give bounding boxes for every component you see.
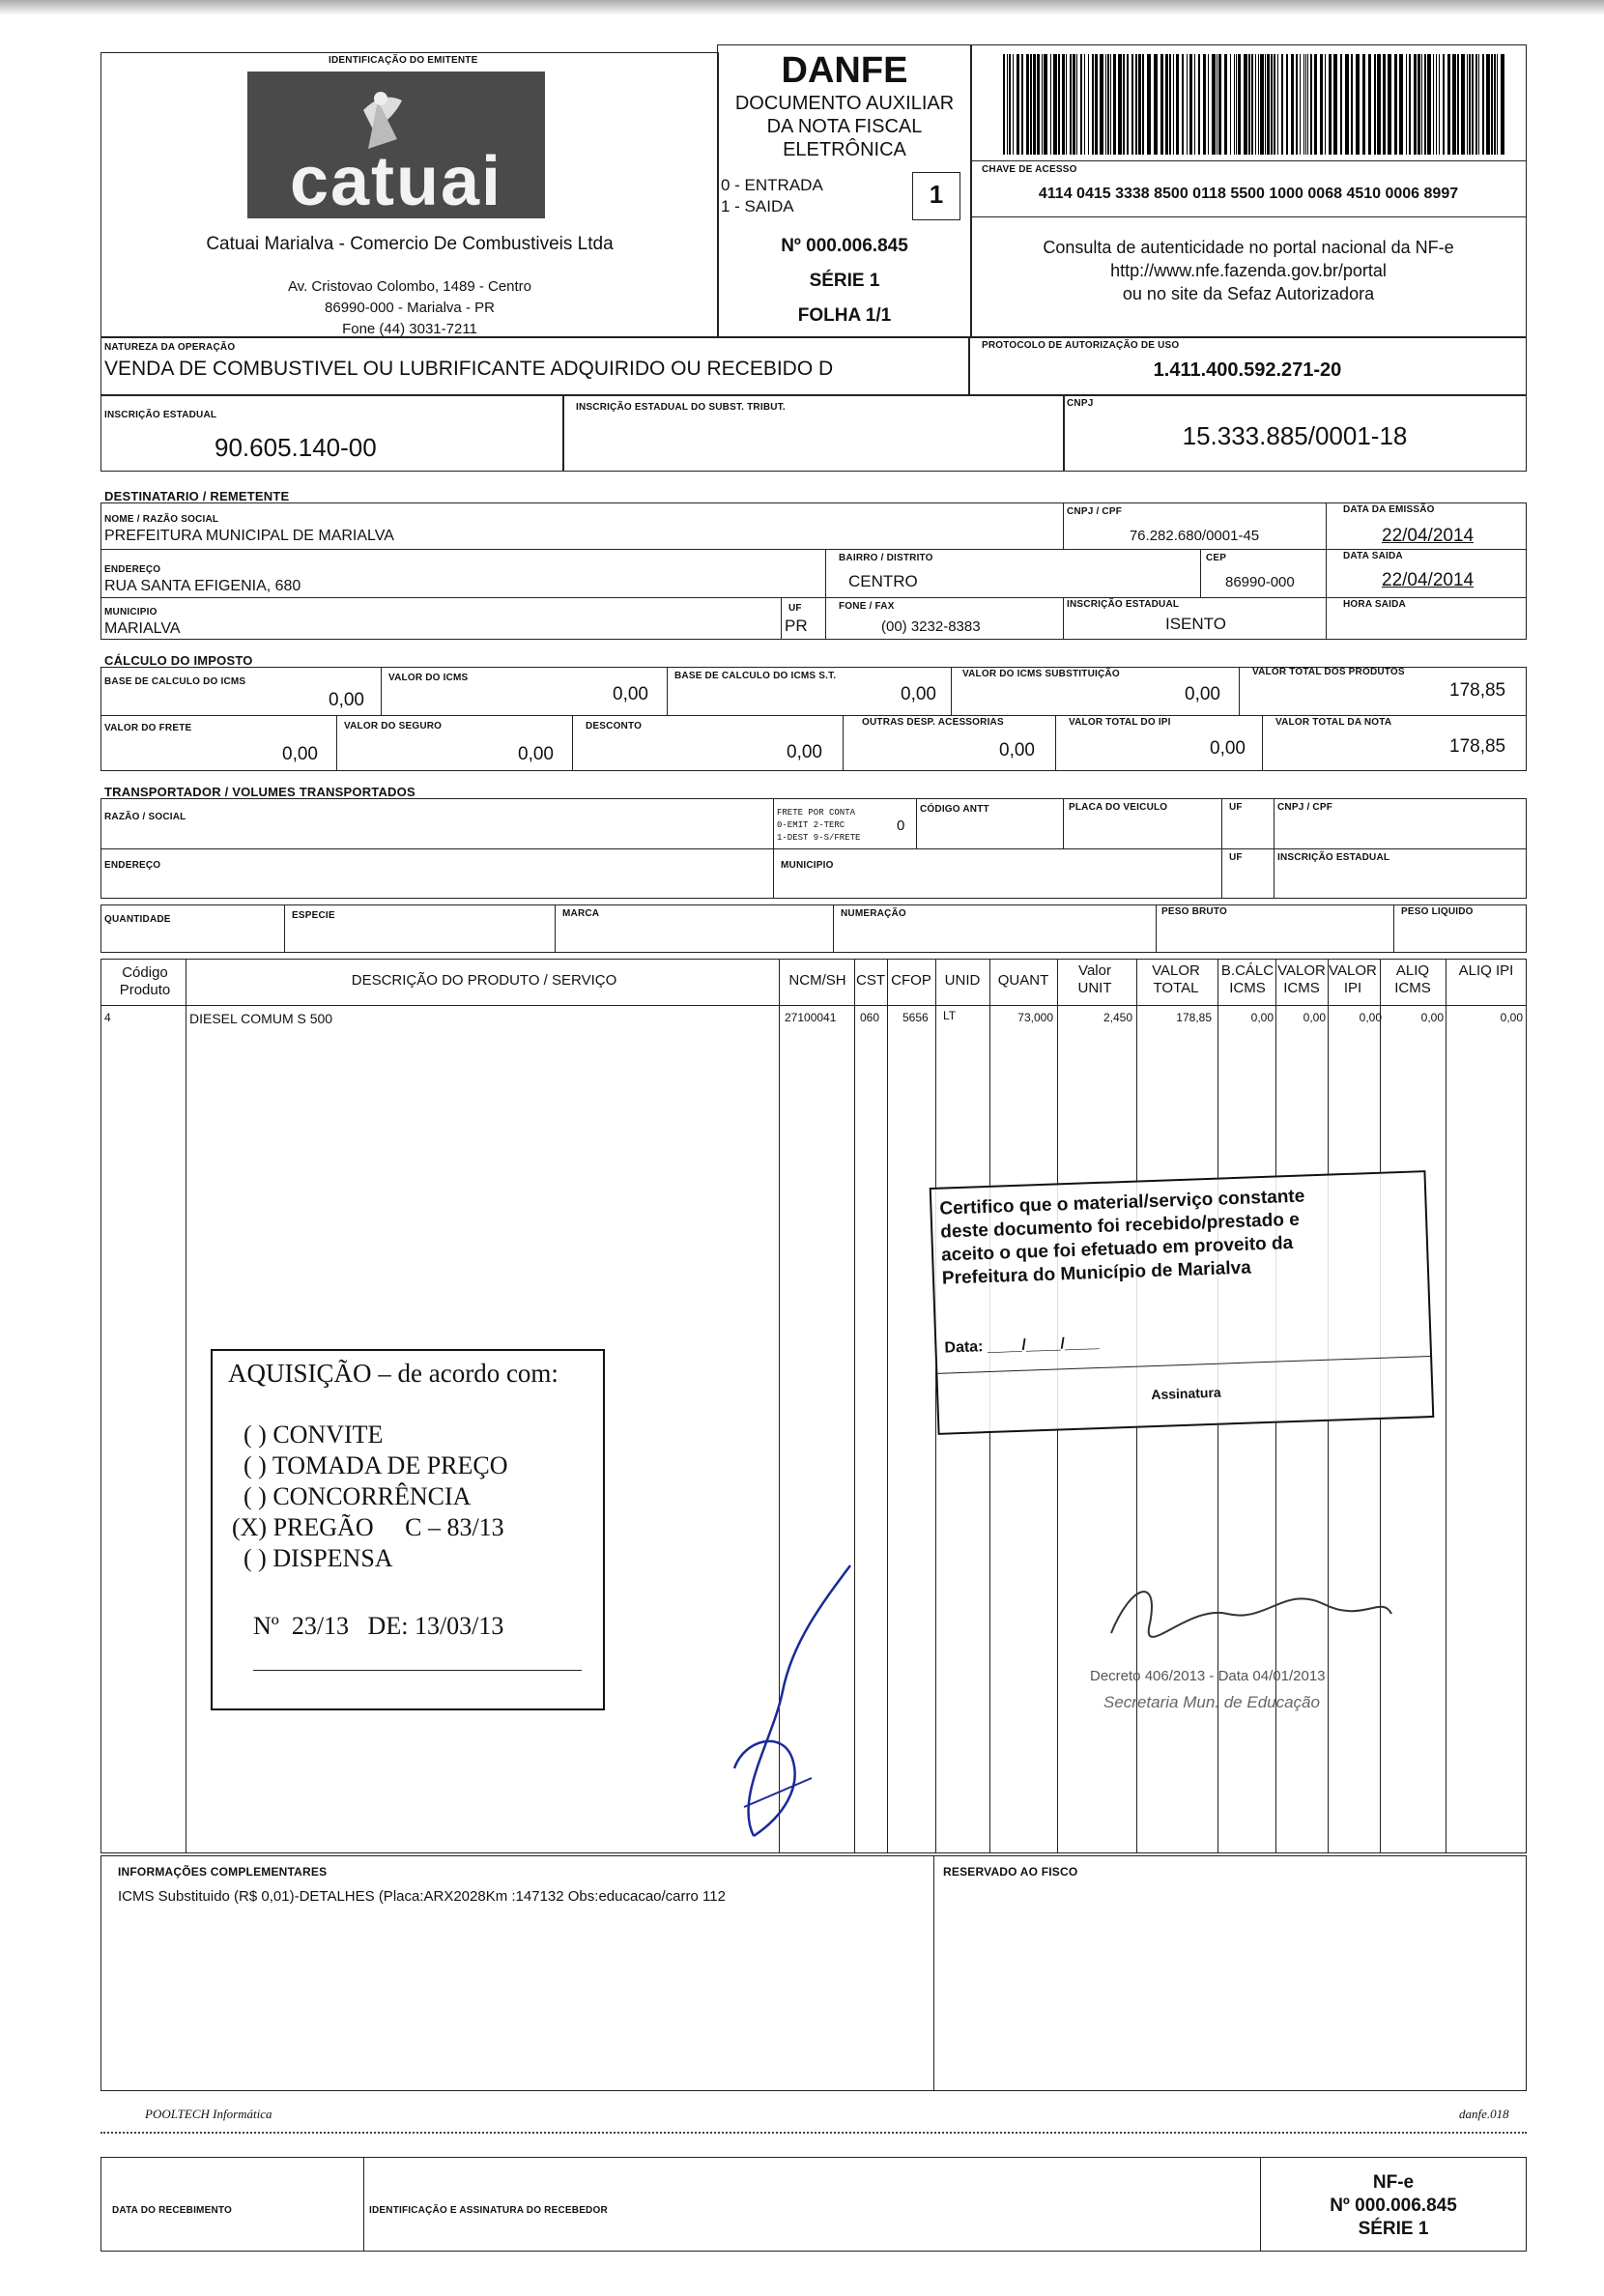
ipi: 0,00 <box>1210 738 1246 759</box>
bc-st-label: BASE DE CALCULO DO ICMS S.T. <box>674 671 837 681</box>
emitente-label: IDENTIFICAÇÃO DO EMITENTE <box>329 55 478 66</box>
barcode-bar <box>1482 54 1484 155</box>
frete-value: 0 <box>897 818 905 834</box>
row-aliq-ipi: 0,00 <box>1500 1011 1523 1024</box>
dest-bairro-label: BAIRRO / DISTRITO <box>839 553 933 563</box>
barcode-bar <box>1176 54 1179 155</box>
barcode-bar <box>1212 54 1216 155</box>
danfe-numero: Nº 000.006.845 <box>781 236 908 256</box>
barcode-bar <box>1320 54 1323 155</box>
info-text: ICMS Substituido (R$ 0,01)-DETALHES (Placa:ARX2028Km :147132 Obs:educacao/carro 112 <box>118 1888 726 1905</box>
certifico-line-3: aceito o que foi efetuado em proveito da <box>940 1232 1294 1266</box>
barcode-bar <box>1325 54 1326 155</box>
barcode-bar <box>1447 54 1450 155</box>
aquisicao-opt-4: (X) PREGÃO C – 83/13 <box>232 1513 504 1541</box>
barcode-bar <box>1147 54 1151 155</box>
dest-municipio-label: MUNICIPIO <box>104 607 158 617</box>
row-cst: 060 <box>860 1011 880 1024</box>
natureza-value: VENDA DE COMBUSTIVEL OU LUBRIFICANTE ADQUIRIDO OU RECEBIDO D <box>104 358 834 380</box>
outras: 0,00 <box>999 740 1035 761</box>
barcode-bar <box>1314 54 1317 155</box>
barcode-bar <box>1244 54 1247 155</box>
barcode-bar <box>1362 54 1365 155</box>
danfe-entrada: 0 - ENTRADA <box>721 176 823 194</box>
row-ncm: 27100041 <box>785 1011 837 1024</box>
nota: 178,85 <box>1449 736 1506 757</box>
barcode-bar <box>1080 54 1082 155</box>
th-cst: CST <box>856 972 885 989</box>
certifico-line-2: deste documento foi recebido/prestado e <box>939 1209 1301 1243</box>
barcode-bar <box>1050 54 1051 155</box>
barcode-bar <box>1107 54 1109 155</box>
numeracao-label: NUMERAÇÃO <box>841 908 906 919</box>
barcode-bar <box>1345 54 1349 155</box>
especie-label: ESPECIE <box>292 910 335 921</box>
barcode-bar <box>1042 54 1043 155</box>
danfe-tipo: 1 <box>929 180 944 209</box>
barcode-bar <box>1026 54 1029 155</box>
barcode-bar <box>1138 54 1141 155</box>
handwritten-signature <box>715 1546 908 1855</box>
ie-label: INSCRIÇÃO ESTADUAL <box>104 410 217 420</box>
outras-label: OUTRAS DESP. ACESSORIAS <box>862 717 1004 728</box>
barcode-bar <box>1095 54 1098 155</box>
barcode-bar <box>1265 54 1266 155</box>
barcode-bar <box>1044 54 1047 155</box>
transp-cnpj-label: CNPJ / CPF <box>1277 802 1333 813</box>
consulta-line-2: http://www.nfe.fazenda.gov.br/portal <box>1110 261 1387 280</box>
barcode-bar <box>1469 54 1471 155</box>
barcode-bar <box>1142 54 1144 155</box>
barcode-bar <box>1368 54 1371 155</box>
frete-conta-2: 0-EMIT 2-TERC <box>777 820 845 830</box>
barcode-bar <box>1491 54 1493 155</box>
row-valor-icms: 0,00 <box>1303 1011 1326 1024</box>
destinatario-box <box>100 502 1527 640</box>
barcode-bar <box>1255 54 1256 155</box>
barcode-bar <box>1110 54 1111 155</box>
certifico-line-4: Prefeitura do Município de Marialva <box>941 1257 1252 1289</box>
row-valor-unit: 2,450 <box>1103 1011 1132 1024</box>
barcode-bar <box>1013 54 1014 155</box>
barcode-bar <box>1452 54 1456 155</box>
th-aliq-ipi: ALIQ IPI <box>1458 962 1514 979</box>
recibo-nfe: NF-e <box>1372 2172 1415 2193</box>
row-quant: 73,000 <box>1017 1011 1053 1024</box>
barcode-bar <box>1310 54 1312 155</box>
barcode-bar <box>1472 54 1474 155</box>
barcode-bar <box>1169 54 1171 155</box>
form-code: danfe.018 <box>1459 2107 1509 2121</box>
dest-cnpj-label: CNPJ / CPF <box>1067 506 1123 517</box>
barcode-bar <box>1271 54 1273 155</box>
barcode-bar <box>1070 54 1072 155</box>
transp-municipio-label: MUNICIPIO <box>781 860 834 871</box>
barcode-bar <box>1457 54 1459 155</box>
placa-label: PLACA DO VEICULO <box>1069 802 1168 813</box>
aquisicao-opt-2: ( ) TOMADA DE PREÇO <box>243 1451 508 1479</box>
barcode-bar <box>1291 54 1294 155</box>
dest-endereco: RUA SANTA EFIGENIA, 680 <box>104 578 301 594</box>
barcode-bar <box>1461 54 1465 155</box>
dest-saida-label: DATA SAIDA <box>1343 551 1403 561</box>
barcode-bar <box>1421 54 1422 155</box>
row-valor-ipi: 0,00 <box>1359 1011 1382 1024</box>
barcode-bar <box>1076 54 1077 155</box>
barcode-bar <box>1073 54 1075 155</box>
uf2-label: UF <box>1229 852 1243 863</box>
ipi-label: VALOR TOTAL DO IPI <box>1069 717 1171 728</box>
barcode-bar <box>1418 54 1420 155</box>
danfe-subtitle-2: DA NOTA FISCAL <box>766 116 923 137</box>
logo-text: catuai <box>289 143 503 220</box>
barcode-bar <box>1224 54 1227 155</box>
emitente-cep-city: 86990-000 - Marialva - PR <box>325 300 495 316</box>
barcode-bar <box>1296 54 1298 155</box>
barcode-bar <box>1377 54 1381 155</box>
barcode-bar <box>1494 54 1496 155</box>
qtd-label: QUANTIDADE <box>104 914 171 925</box>
emitente-phone: Fone (44) 3031-7211 <box>342 321 477 337</box>
row-codigo: 4 <box>104 1011 111 1024</box>
th-aliq-icms: ALIQ ICMS <box>1394 962 1431 996</box>
barcode-bar <box>1182 54 1184 155</box>
frete: 0,00 <box>282 744 318 764</box>
dest-cep: 86990-000 <box>1225 574 1295 590</box>
secretaria-signature <box>1073 1565 1401 1672</box>
barcode-bar <box>1007 54 1008 155</box>
cnpj-emit-label: CNPJ <box>1067 398 1094 409</box>
row-bc-icms: 0,00 <box>1250 1011 1274 1024</box>
barcode-bar <box>1118 54 1122 155</box>
row-aliq-icms: 0,00 <box>1420 1011 1444 1024</box>
barcode-bar <box>1123 54 1125 155</box>
barcode-bar <box>1066 54 1067 155</box>
barcode-bar <box>1189 54 1192 155</box>
th-descricao: DESCRIÇÃO DO PRODUTO / SERVIÇO <box>351 972 617 989</box>
barcode-bar <box>1267 54 1270 155</box>
barcode-bar <box>1399 54 1403 155</box>
aquisicao-title: AQUISIÇÃO – de acordo com: <box>228 1359 559 1388</box>
dest-municipio: MARIALVA <box>104 620 181 637</box>
barcode-bar <box>1300 54 1301 155</box>
tear-line <box>100 2132 1527 2134</box>
razao-label: RAZÃO / SOCIAL <box>104 812 186 822</box>
emitente-address: Av. Cristovao Colombo, 1489 - Centro <box>287 278 532 295</box>
dest-ie: ISENTO <box>1165 615 1226 633</box>
company-logo <box>247 72 545 218</box>
secretaria-decreto: Decreto 406/2013 - Data 04/01/2013 <box>1090 1668 1326 1684</box>
barcode-bar <box>1187 54 1188 155</box>
barcode-bar <box>1414 54 1417 155</box>
dest-emissao-label: DATA DA EMISSÃO <box>1343 504 1435 515</box>
antt-label: CÓDIGO ANTT <box>920 804 989 815</box>
th-ncm: NCM/SH <box>788 972 846 989</box>
barcode-bar <box>1105 54 1106 155</box>
cnpj-emit-value: 15.333.885/0001-18 <box>1182 421 1408 450</box>
v-icms-label: VALOR DO ICMS <box>388 673 469 683</box>
barcode-bar <box>1113 54 1116 155</box>
certifico-data: Data: ____/____/____ <box>944 1335 1100 1357</box>
bc-icms-label: BASE DE CALCULO DO ICMS <box>104 676 246 687</box>
consulta-line-1: Consulta de autenticidade no portal nacional da NF-e <box>1043 238 1454 257</box>
barcode-bar <box>1427 54 1431 155</box>
certifico-assinatura: Assinatura <box>1151 1384 1221 1403</box>
barcode-bar <box>1154 54 1158 155</box>
recibo-ident-label: IDENTIFICAÇÃO E ASSINATURA DO RECEBEDOR <box>369 2205 608 2216</box>
dest-fone: (00) 3232-8383 <box>881 618 981 635</box>
ie-st-label: INSCRIÇÃO ESTADUAL DO SUBST. TRIBUT. <box>576 402 786 413</box>
info-label: INFORMAÇÕES COMPLEMENTARES <box>118 1865 328 1879</box>
barcode-bar <box>1329 54 1332 155</box>
dest-emissao: 22/04/2014 <box>1382 526 1475 546</box>
barcode-bar <box>1251 54 1253 155</box>
certifico-line-1: Certifico que o material/serviço constante <box>939 1186 1305 1220</box>
bc-st: 0,00 <box>901 684 936 704</box>
recibo-serie: SÉRIE 1 <box>1358 2219 1429 2239</box>
barcode-bar <box>1486 54 1490 155</box>
barcode-bar <box>1173 54 1174 155</box>
imposto-section: CÁLCULO DO IMPOSTO <box>104 653 253 668</box>
barcode-bar <box>1033 54 1036 155</box>
barcode-bar <box>1088 54 1089 155</box>
liquido-label: PESO LIQUIDO <box>1401 906 1474 917</box>
dest-hora-label: HORA SAIDA <box>1343 599 1406 610</box>
barcode-bar <box>1478 54 1479 155</box>
recibo-numero: Nº 000.006.845 <box>1330 2196 1457 2216</box>
dest-fone-label: FONE / FAX <box>839 601 895 612</box>
row-cfop: 5656 <box>902 1011 929 1024</box>
barcode-bar <box>1084 54 1085 155</box>
barcode-bar <box>1501 54 1504 155</box>
barcode-bar <box>1274 54 1275 155</box>
barcode-bar <box>1003 54 1005 155</box>
barcode-bar <box>1383 54 1386 155</box>
protocolo-value: 1.411.400.592.271-20 <box>1153 359 1342 381</box>
aquisicao-opt-5: ( ) DISPENSA <box>243 1544 393 1572</box>
barcode-bar <box>1208 54 1209 155</box>
barcode-bar <box>1234 54 1235 155</box>
th-unid: UNID <box>944 972 981 989</box>
barcode-bar <box>1436 54 1437 155</box>
dest-endereco-label: ENDEREÇO <box>104 564 161 575</box>
barcode-bar <box>1281 54 1283 155</box>
barcode <box>1003 54 1505 155</box>
barcode-bar <box>1236 54 1237 155</box>
bruto-label: PESO BRUTO <box>1161 906 1227 917</box>
frete-conta-3: 1-DEST 9-S/FRETE <box>777 833 861 843</box>
dest-uf: PR <box>785 617 808 635</box>
uf-label: UF <box>1229 802 1243 813</box>
danfe-saida: 1 - SAIDA <box>721 197 794 215</box>
dest-bairro: CENTRO <box>848 572 918 590</box>
dest-saida: 22/04/2014 <box>1382 570 1475 590</box>
barcode-bar <box>1406 54 1407 155</box>
barcode-bar <box>1356 54 1360 155</box>
chave-value: 4114 0415 3338 8500 0118 5500 1000 0068 4510 0006 8997 <box>1038 186 1459 202</box>
secretaria-nome: Secretaria Mun. de Educação <box>1103 1693 1320 1711</box>
barcode-bar <box>1475 54 1477 155</box>
seguro-label: VALOR DO SEGURO <box>344 721 443 732</box>
aquisicao-numero: Nº 23/13 DE: 13/03/13 <box>253 1612 504 1640</box>
barcode-bar <box>1030 54 1032 155</box>
barcode-bar <box>1467 54 1468 155</box>
th-bc-icms: B.CÁLC ICMS <box>1220 962 1275 996</box>
ie-value: 90.605.140-00 <box>215 433 377 462</box>
th-valor-total: VALOR TOTAL <box>1152 962 1200 996</box>
natureza-label: NATUREZA DA OPERAÇÃO <box>104 342 236 353</box>
barcode-bar <box>1062 54 1065 155</box>
v-st: 0,00 <box>1185 684 1220 704</box>
barcode-bar <box>1198 54 1200 155</box>
danfe-subtitle-1: DOCUMENTO AUXILIAR <box>734 93 955 114</box>
barcode-bar <box>1238 54 1241 155</box>
v-icms: 0,00 <box>613 684 648 704</box>
th-valor-icms: VALOR ICMS <box>1277 962 1326 996</box>
destinatario-section: DESTINATARIO / REMETENTE <box>104 489 290 503</box>
barcode-bar <box>1165 54 1168 155</box>
barcode-bar <box>1424 54 1426 155</box>
v-prod-label: VALOR TOTAL DOS PRODUTOS <box>1252 667 1405 677</box>
nota-label: VALOR TOTAL DA NOTA <box>1275 717 1392 728</box>
desconto: 0,00 <box>787 742 822 762</box>
barcode-bar <box>1433 54 1434 155</box>
barcode-bar <box>1248 54 1250 155</box>
dest-ie-label: INSCRIÇÃO ESTADUAL <box>1067 599 1180 610</box>
frete-label: VALOR DO FRETE <box>104 723 192 733</box>
barcode-bar <box>1258 54 1259 155</box>
barcode-bar <box>1037 54 1040 155</box>
th-cfop: CFOP <box>891 972 931 989</box>
barcode-bar <box>1303 54 1304 155</box>
dest-nome-label: NOME / RAZÃO SOCIAL <box>104 514 219 525</box>
barcode-bar <box>1439 54 1440 155</box>
software-name: POOLTECH Informática <box>145 2107 272 2121</box>
barcode-bar <box>1135 54 1137 155</box>
barcode-bar <box>1443 54 1445 155</box>
barcode-bar <box>1497 54 1498 155</box>
barcode-bar <box>1286 54 1288 155</box>
barcode-bar <box>1058 54 1060 155</box>
v-st-label: VALOR DO ICMS SUBSTITUIÇÃO <box>962 669 1120 679</box>
marca-label: MARCA <box>562 908 600 919</box>
transporte-section: TRANSPORTADOR / VOLUMES TRANSPORTADOS <box>104 785 415 799</box>
th-codigo: Código Produto <box>119 964 171 998</box>
transp-ie-label: INSCRIÇÃO ESTADUAL <box>1277 852 1390 863</box>
dest-nome: PREFEITURA MUNICIPAL DE MARIALVA <box>104 528 394 544</box>
row-descricao: DIESEL COMUM S 500 <box>189 1011 333 1026</box>
th-valor-unit: Valor UNIT <box>1077 962 1112 996</box>
barcode-bar <box>1351 54 1353 155</box>
barcode-bar <box>1277 54 1278 155</box>
barcode-bar <box>1092 54 1094 155</box>
th-quant: QUANT <box>997 972 1049 989</box>
barcode-bar <box>1053 54 1057 155</box>
barcode-bar <box>1127 54 1129 155</box>
danfe-title: DANFE <box>781 50 908 91</box>
barcode-bar <box>1305 54 1306 155</box>
barcode-bar <box>1218 54 1221 155</box>
danfe-serie: SÉRIE 1 <box>809 271 880 291</box>
danfe-subtitle-3: ELETRÔNICA <box>783 139 906 160</box>
barcode-bar <box>1230 54 1231 155</box>
chave-label: CHAVE DE ACESSO <box>982 164 1077 175</box>
barcode-bar <box>1194 54 1195 155</box>
row-valor-total: 178,85 <box>1176 1011 1212 1024</box>
dest-cep-label: CEP <box>1206 553 1227 563</box>
dest-uf-label: UF <box>788 603 802 614</box>
barcode-bar <box>1009 54 1011 155</box>
aquisicao-opt-3: ( ) CONCORRÊNCIA <box>243 1482 472 1510</box>
barcode-bar <box>1260 54 1264 155</box>
dest-cnpj: 76.282.680/0001-45 <box>1129 528 1260 544</box>
certifico-stamp <box>930 1170 1435 1435</box>
protocolo-label: PROTOCOLO DE AUTORIZAÇÃO DE USO <box>982 340 1180 351</box>
barcode-bar <box>1388 54 1391 155</box>
barcode-bar <box>1131 54 1133 155</box>
transp-endereco-label: ENDEREÇO <box>104 860 161 871</box>
danfe-folha: FOLHA 1/1 <box>797 305 892 326</box>
barcode-bar <box>1409 54 1411 155</box>
barcode-bar <box>1340 54 1342 155</box>
emitente-name: Catuai Marialva - Comercio De Combustiveis Ltda <box>206 234 614 254</box>
barcode-bar <box>1021 54 1023 155</box>
aquisicao-opt-1: ( ) CONVITE <box>243 1421 384 1449</box>
scan-shadow <box>0 0 1604 15</box>
bc-icms: 0,00 <box>329 690 364 710</box>
v-prod: 178,85 <box>1449 680 1506 701</box>
barcode-bar <box>1307 54 1308 155</box>
fisco-label: RESERVADO AO FISCO <box>943 1865 1078 1879</box>
recibo-data-label: DATA DO RECEBIMENTO <box>112 2205 232 2216</box>
seguro: 0,00 <box>518 744 554 764</box>
barcode-bar <box>1394 54 1397 155</box>
desconto-label: DESCONTO <box>586 721 643 732</box>
barcode-bar <box>1203 54 1206 155</box>
barcode-bar <box>1374 54 1376 155</box>
barcode-bar <box>1333 54 1337 155</box>
frete-conta-1: FRETE POR CONTA <box>777 808 856 818</box>
barcode-bar <box>1160 54 1163 155</box>
barcode-bar <box>1017 54 1019 155</box>
barcode-bar <box>1100 54 1103 155</box>
row-unid: LT <box>943 1009 957 1022</box>
consulta-line-3: ou no site da Sefaz Autorizadora <box>1122 284 1375 303</box>
th-valor-ipi: VALOR IPI <box>1329 962 1377 996</box>
